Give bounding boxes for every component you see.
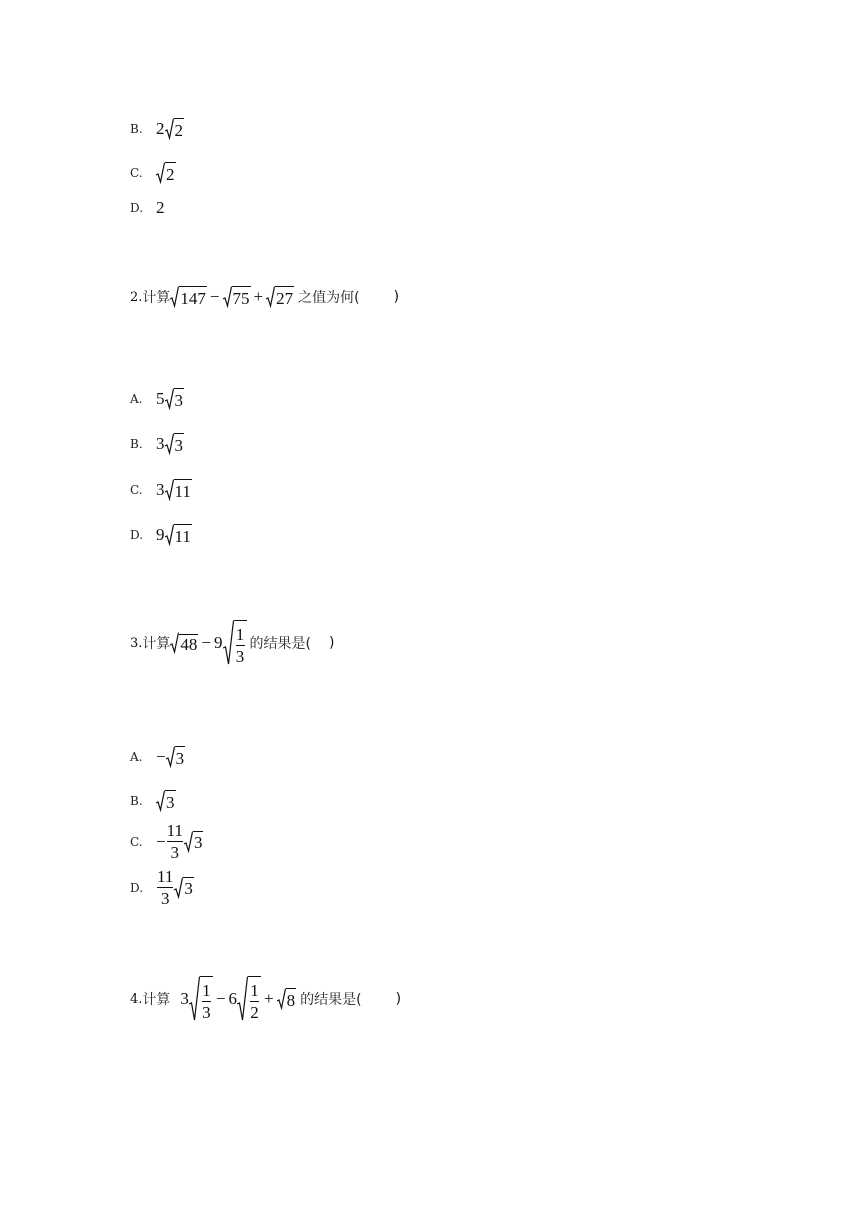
sqrt: 27: [266, 286, 294, 308]
q2-option-c[interactable]: C. 3 11: [130, 480, 191, 501]
option-label: D.: [130, 880, 144, 895]
option-label: B.: [130, 794, 143, 808]
fraction: $\frac{1}{2}$: [250, 980, 259, 1022]
option-label: A.: [130, 750, 143, 764]
option-label: C.: [130, 166, 143, 180]
sqrt-fraction: [189, 976, 213, 1022]
sqrt: 11: [165, 524, 192, 546]
q3-option-c[interactable]: C. − $\frac{11}{3}$ 3: [130, 821, 203, 862]
sqrt: 3: [156, 790, 176, 812]
question-number: 2.: [130, 289, 143, 305]
option-label: C.: [130, 834, 143, 849]
option-label: C.: [130, 483, 143, 497]
q1-option-c[interactable]: [130, 162, 176, 184]
q1-option-b[interactable]: B. 2 2: [130, 119, 183, 140]
option-label: B.: [130, 122, 143, 136]
question-2: 2. 计算 147 − 75 + 27 之值为何( ): [130, 287, 400, 308]
option-label: D.: [130, 528, 144, 542]
option-label: D.: [130, 201, 144, 215]
sqrt-fraction: [223, 620, 247, 666]
sqrt: 3: [165, 433, 185, 455]
option-label: A.: [130, 392, 143, 406]
q3-option-d[interactable]: [130, 868, 194, 907]
sqrt: 75: [223, 286, 251, 308]
fraction: $\frac{11}{3}$: [166, 821, 183, 862]
q3-option-b[interactable]: [130, 790, 176, 812]
q3-option-a[interactable]: A. − 3: [130, 747, 185, 768]
fraction: $\frac{1}{3}$: [235, 624, 245, 666]
q2-option-a[interactable]: A. 5 3: [130, 389, 183, 410]
option-label: B.: [130, 437, 143, 451]
sqrt: 3: [166, 746, 186, 768]
sqrt: 11: [165, 479, 192, 501]
sqrt: 3: [184, 831, 204, 853]
question-number: 4.: [130, 991, 143, 1007]
sqrt: 8: [277, 988, 297, 1010]
sqrt: 48: [170, 632, 198, 654]
fraction: $\frac{1}{3}$: [202, 980, 211, 1022]
sqrt: 3: [174, 877, 194, 899]
q2-option-d[interactable]: D. 9 11: [130, 525, 191, 546]
sqrt-fraction: [237, 976, 261, 1022]
q1-option-d[interactable]: D. 2: [130, 198, 165, 217]
sqrt: 2: [165, 118, 185, 140]
fraction: $\frac{11}{3}$: [157, 867, 174, 908]
question-3: 3. 计算 48 − 9 $\frac{1}{3}$ 的结果是( ): [130, 620, 334, 666]
question-number: 3.: [130, 635, 143, 651]
question-4: 4. 计算 3 $\frac{1}{3}$ − 6 $\frac{1}{2}$ + 8 的结果是( ): [130, 976, 401, 1022]
sqrt: 3: [165, 388, 185, 410]
sqrt: 2: [156, 162, 176, 184]
sqrt: 147: [170, 286, 207, 308]
q2-option-b[interactable]: B. 3 3: [130, 434, 183, 455]
